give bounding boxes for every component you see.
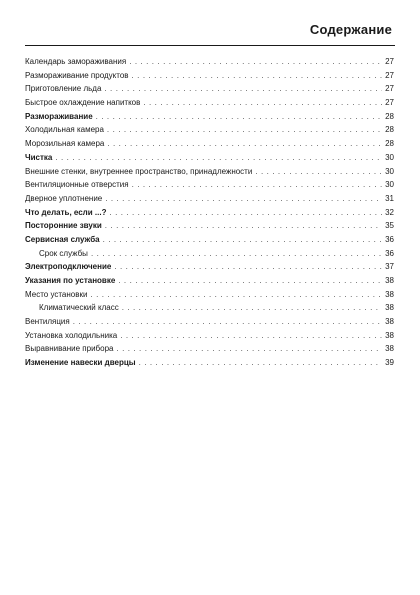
toc-entry-label: Указания по установке — [25, 276, 116, 285]
toc-entry-label: Климатический класс — [39, 303, 119, 313]
toc-entry[interactable] — [25, 233, 394, 247]
toc-dot-leader — [122, 301, 382, 315]
toc-dot-leader — [116, 342, 382, 356]
toc-entry-label: Установка холодильника — [25, 330, 118, 340]
toc-entry[interactable] — [25, 178, 394, 192]
toc-dot-leader — [255, 165, 382, 179]
toc-entry[interactable] — [25, 342, 394, 356]
toc-dot-leader — [114, 260, 382, 274]
toc-entry[interactable] — [25, 96, 394, 110]
toc-entry[interactable] — [25, 206, 394, 220]
toc-entry[interactable] — [25, 82, 394, 96]
toc-entry-page-number: 38 — [385, 289, 394, 299]
toc-dot-leader — [143, 96, 382, 110]
toc-entry-label: Место установки — [25, 289, 88, 299]
toc-entry-label: Вентиляция — [25, 317, 70, 327]
toc-entry-page-number: 35 — [385, 221, 394, 231]
toc-dot-leader — [139, 356, 382, 370]
toc-dot-leader — [132, 69, 383, 83]
toc-dot-leader — [105, 192, 382, 206]
toc-entry[interactable] — [25, 165, 394, 179]
toc-entry[interactable] — [25, 192, 394, 206]
toc-entry-label: Что делать, если ...? — [25, 207, 107, 217]
toc-entry-page-number: 36 — [385, 248, 394, 258]
toc-entry-page-number: 36 — [385, 234, 394, 244]
toc-dot-leader — [103, 233, 382, 247]
toc-entry-page-number: 28 — [385, 111, 394, 121]
toc-entry-label: Внешние стенки, внутреннее пространство, принадлежности — [25, 166, 253, 176]
toc-entry-page-number: 28 — [385, 139, 394, 149]
toc-dot-leader — [55, 151, 382, 165]
toc-entry-page-number: 30 — [385, 152, 394, 162]
table-of-contents — [25, 55, 394, 370]
toc-dot-leader — [129, 55, 382, 69]
toc-entry[interactable] — [25, 301, 394, 315]
toc-entry[interactable] — [25, 315, 394, 329]
toc-entry-page-number: 38 — [385, 303, 394, 313]
toc-entry-page-number: 38 — [385, 276, 394, 285]
header-divider — [25, 45, 395, 46]
toc-entry-label: Приготовление льда — [25, 84, 102, 94]
toc-entry-label: Электроподключение — [25, 262, 112, 272]
toc-dot-leader — [107, 123, 382, 137]
toc-entry[interactable] — [25, 123, 394, 137]
toc-entry-page-number: 32 — [385, 207, 394, 217]
toc-entry-page-number: 30 — [385, 180, 394, 190]
toc-entry[interactable] — [25, 137, 394, 151]
toc-entry-page-number: 27 — [385, 98, 394, 108]
toc-entry-label: Посторонние звуки — [25, 221, 102, 231]
toc-entry-label: Дверное уплотнение — [25, 193, 103, 203]
toc-entry-label: Размораживание — [25, 111, 93, 121]
toc-entry-label: Изменение навески дверцы — [25, 358, 136, 368]
toc-dot-leader — [90, 288, 382, 302]
toc-entry-page-number: 37 — [385, 262, 394, 272]
toc-entry[interactable] — [25, 247, 394, 261]
toc-entry[interactable] — [25, 288, 394, 302]
toc-entry[interactable] — [25, 329, 394, 343]
toc-entry-page-number: 39 — [385, 358, 394, 368]
toc-entry[interactable] — [25, 219, 394, 233]
toc-entry-page-number: 27 — [385, 70, 394, 80]
toc-entry-page-number: 28 — [385, 125, 394, 135]
toc-entry-label: Быстрое охлаждение напитков — [25, 98, 141, 108]
toc-entry[interactable] — [25, 110, 394, 124]
toc-entry-label: Вентиляционные отверстия — [25, 180, 129, 190]
toc-dot-leader — [73, 315, 382, 329]
toc-entry-page-number: 27 — [385, 84, 394, 94]
toc-entry[interactable] — [25, 356, 394, 370]
toc-dot-leader — [107, 137, 382, 151]
toc-entry-label: Календарь замораживания — [25, 57, 127, 66]
toc-dot-leader — [91, 247, 382, 261]
toc-dot-leader — [132, 178, 383, 192]
toc-entry[interactable] — [25, 69, 394, 83]
toc-entry-page-number: 38 — [385, 344, 394, 354]
toc-entry-label: Морозильная камера — [25, 139, 105, 149]
toc-dot-leader — [109, 206, 382, 220]
toc-entry-page-number: 27 — [385, 57, 394, 66]
page-title: Содержание — [309, 22, 392, 37]
toc-dot-leader — [104, 82, 382, 96]
toc-entry-label: Срок службы — [39, 248, 88, 258]
toc-entry-page-number: 31 — [385, 193, 394, 203]
toc-entry-page-number: 30 — [385, 166, 394, 176]
toc-entry[interactable] — [25, 260, 394, 274]
toc-dot-leader — [120, 329, 382, 343]
toc-entry-page-number: 38 — [385, 330, 394, 340]
toc-entry[interactable] — [25, 151, 394, 165]
toc-dot-leader — [118, 274, 382, 288]
toc-entry-label: Чистка — [25, 152, 53, 162]
toc-entry-page-number: 38 — [385, 317, 394, 327]
toc-entry[interactable] — [25, 55, 394, 69]
toc-entry-label: Холодильная камера — [25, 125, 104, 135]
toc-entry-label: Выравнивание прибора — [25, 344, 114, 354]
toc-entry-label: Размораживание продуктов — [25, 70, 129, 80]
toc-entry-label: Сервисная служба — [25, 234, 100, 244]
toc-dot-leader — [96, 110, 382, 124]
toc-dot-leader — [105, 219, 382, 233]
toc-entry[interactable] — [25, 274, 394, 288]
